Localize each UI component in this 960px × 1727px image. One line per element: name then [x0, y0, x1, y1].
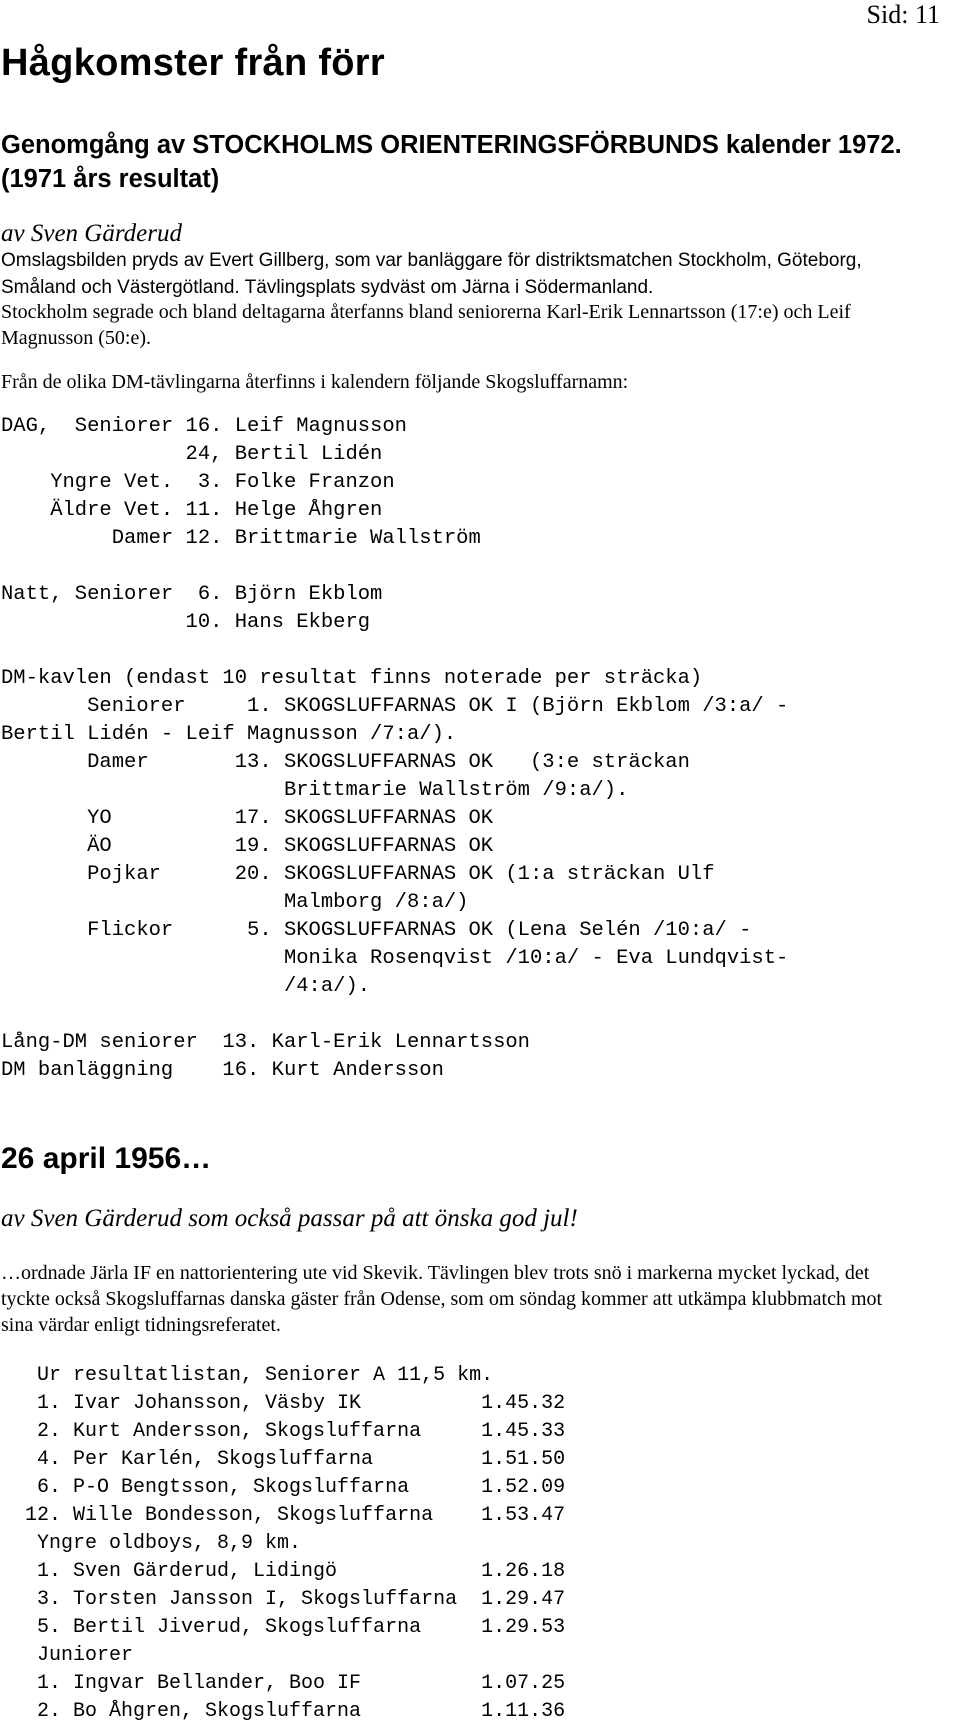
race-result-line: 2. Bo Åhgren, Skogsluffarna 1.11.36 [1, 1700, 566, 1723]
dm-result-line: 24, Bertil Lidén [1, 443, 383, 466]
intro-paragraph [1, 247, 901, 301]
dm-result-line: Äldre Vet. 11. Helge Åhgren [1, 499, 383, 522]
dm-result-line: Seniorer 1. SKOGSLUFFARNAS OK I (Björn Ekblom /3:a/ - [1, 695, 789, 718]
race-result-line: 1. Ingvar Bellander, Boo IF 1.07.25 [1, 1672, 566, 1695]
dm-intro: Från de olika DM-tävlingarna återfinns i kalendern följande Skogsluffarnamn: [1, 371, 629, 393]
dm-result-line [1, 1001, 788, 1029]
race-result-line: Yngre oldboys, 8,9 km. [1, 1532, 302, 1555]
dm-result-line: Lång-DM seniorer 13. Karl-Erik Lennartsson [1, 1031, 530, 1054]
race-result-line: 6. P-O Bengtsson, Skogsluffarna 1.52.09 [1, 1476, 566, 1499]
race-result-line: 2. Kurt Andersson, Skogsluffarna 1.45.33 [1, 1420, 566, 1443]
dm-result-line: Flickor 5. SKOGSLUFFARNAS OK (Lena Selén /10:a/ - [1, 919, 752, 942]
intro-paragraph-2: Stockholm segrade och bland deltagarna återfanns bland seniorerna Karl-Erik Lennartsson (17:e) och Leif Magnusson (50:e). [1, 301, 851, 349]
dm-result-line: DM banläggning 16. Kurt Andersson [1, 1059, 444, 1082]
dm-result-line: Bertil Lidén - Leif Magnusson /7:a/). [1, 723, 457, 746]
dm-result-line: Malmborg /8:a/) [1, 891, 469, 914]
dm-result-line: YO 17. SKOGSLUFFARNAS OK [1, 807, 494, 830]
intro-text: Omslagsbilden pryds av Evert Gillberg, som var banläggare för distriktsmatchen Stockholm, Göteborg, Småland och Västergötland. Tävlingsplats sydväst om Järna i Södermanland. [1, 250, 862, 298]
race-result-line: Ur resultatlistan, Seniorer A 11,5 km. [1, 1364, 494, 1387]
section2-paragraph: …ordnade Järla IF en nattorientering ute vid Skevik. Tävlingen blev trots snö i markerna mycket lyckad, det tyckte också Skogsluffarnas danska gäster från Odense, som om söndag kommer att utkämpa klubbmatch mot sina värdar enligt tidningsreferatet. [1, 1262, 883, 1336]
dm-result-line [1, 553, 788, 581]
race-result-line: 3. Torsten Jansson I, Skogsluffarna 1.29.47 [1, 1588, 566, 1611]
article-subtitle: Genomgång av STOCKHOLMS ORIENTERINGSFÖRBUNDS kalender 1972. (1971 års resultat) [1, 131, 902, 193]
dm-result-line: Natt, Seniorer 6. Björn Ekblom [1, 583, 383, 606]
dm-result-line: 10. Hans Ekberg [1, 611, 371, 634]
dm-result-line: DM-kavlen (endast 10 resultat finns noterade per sträcka) [1, 667, 703, 690]
dm-result-line: Brittmarie Wallström /9:a/). [1, 779, 629, 802]
dm-result-line: ÄO 19. SKOGSLUFFARNAS OK [1, 835, 494, 858]
race-result-line: 12. Wille Bondesson, Skogsluffarna 1.53.47 [1, 1504, 566, 1527]
dm-result-line: Damer 13. SKOGSLUFFARNAS OK (3:e sträckan [1, 751, 690, 774]
race-results-list [1, 1362, 565, 1726]
dm-results-list [1, 413, 788, 1085]
race-result-line: 1. Sven Gärderud, Lidingö 1.26.18 [1, 1560, 566, 1583]
dm-result-line: Damer 12. Brittmarie Wallström [1, 527, 481, 550]
dm-result-line: /4:a/). [1, 975, 371, 998]
dm-result-line: Yngre Vet. 3. Folke Franzon [1, 471, 395, 494]
race-result-line: 5. Bertil Jiverud, Skogsluffarna 1.29.53 [1, 1616, 566, 1639]
race-result-line: 1. Ivar Johansson, Väsby IK 1.45.32 [1, 1392, 566, 1415]
race-result-line: Juniorer [1, 1644, 134, 1667]
section2-byline: av Sven Gärderud som också passar på att önska god jul! [1, 1205, 578, 1232]
dm-result-line [1, 637, 788, 665]
dm-result-line: DAG, Seniorer 16. Leif Magnusson [1, 415, 407, 438]
page-number: Sid: 11 [866, 0, 940, 29]
race-result-line: 4. Per Karlén, Skogsluffarna 1.51.50 [1, 1448, 566, 1471]
article-byline: av Sven Gärderud [1, 220, 182, 247]
dm-result-line: Pojkar 20. SKOGSLUFFARNAS OK (1:a sträckan Ulf [1, 863, 715, 886]
dm-result-line: Monika Rosenqvist /10:a/ - Eva Lundqvist- [1, 947, 789, 970]
page-title: Hågkomster från förr [1, 42, 385, 84]
section2-heading: 26 april 1956… [1, 1142, 212, 1175]
